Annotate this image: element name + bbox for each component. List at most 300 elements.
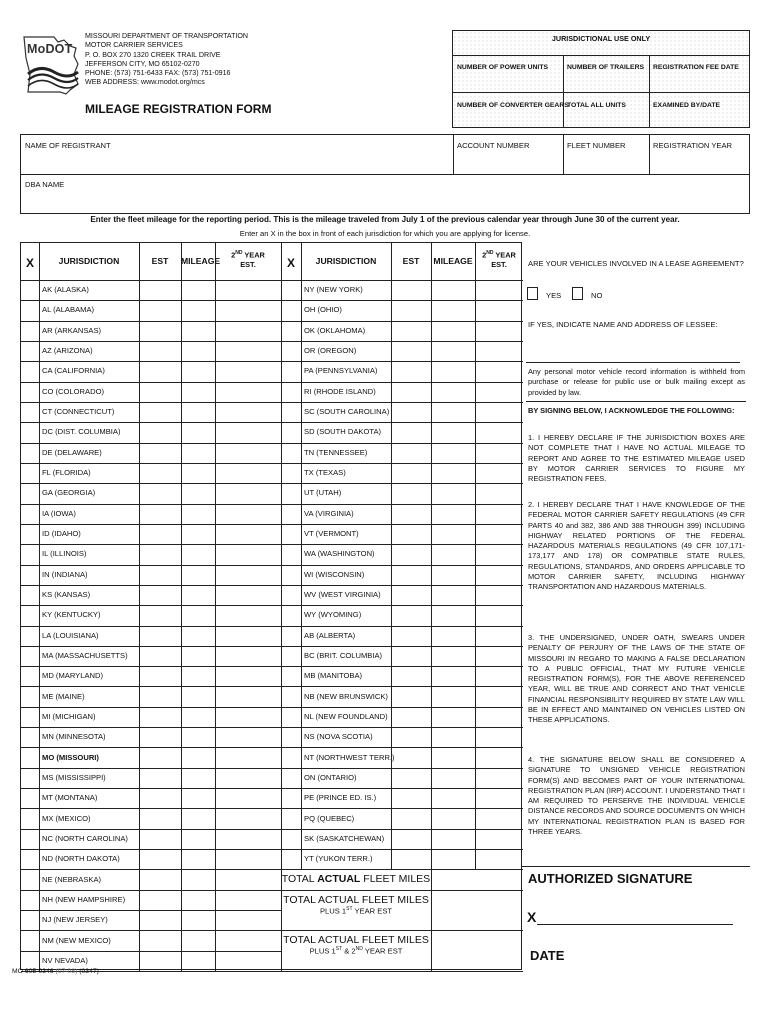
est-field[interactable] [140,708,180,726]
jurisdiction-select-box[interactable] [22,627,38,645]
jurisdiction-name: NS (NOVA SCOTIA) [304,732,373,742]
mileage-field[interactable] [432,769,474,787]
second-year-est-field[interactable] [216,627,280,645]
mileage-field[interactable] [432,322,474,340]
total-sublabel-part: & 2 [342,946,356,956]
mileage-field[interactable] [182,708,214,726]
mileage-field[interactable] [182,322,214,340]
jurisdiction-select-box[interactable] [282,484,300,502]
mileage-field[interactable] [432,362,474,380]
jurisdiction-select-box[interactable] [22,667,38,685]
second-year-est-field[interactable] [216,383,280,401]
est-field[interactable] [140,383,180,401]
est-field[interactable] [140,444,180,462]
second-year-est-field[interactable] [216,728,280,746]
est-field[interactable] [140,362,180,380]
mileage-field[interactable] [432,627,474,645]
mileage-field[interactable] [182,464,214,482]
mileage-field[interactable] [432,647,474,665]
jurisdiction-select-box[interactable] [22,728,38,746]
est-field[interactable] [392,769,430,787]
est-field[interactable] [140,586,180,604]
jurisdiction-select-box[interactable] [22,748,38,766]
est-field[interactable] [140,911,180,929]
second-year-est-field[interactable] [216,952,280,970]
mileage-field[interactable] [432,748,474,766]
jurisdiction-name: AZ (ARIZONA) [42,346,93,356]
jurisdiction-name: RI (RHODE ISLAND) [304,386,376,396]
est-field[interactable] [140,830,180,848]
est-field[interactable] [392,484,430,502]
agency-line: WEB ADDRESS: www.modot.org/mcs [85,78,205,87]
second-year-est-field[interactable] [216,850,280,868]
second-year-est-field[interactable] [216,911,280,929]
est-field[interactable] [140,301,180,319]
jurisdiction-select-box[interactable] [282,850,300,868]
total-field-3[interactable] [432,931,522,970]
jurisdiction-select-box[interactable] [282,281,300,299]
mileage-field[interactable] [432,444,474,462]
mileage-field[interactable] [182,545,214,563]
mileage-field[interactable] [432,606,474,624]
est-field[interactable] [392,444,430,462]
total-label-part: ACTUAL [317,873,361,886]
second-year-est-field[interactable] [476,525,522,543]
est-field[interactable] [392,647,430,665]
lease-yes-checkbox[interactable] [527,287,538,300]
jurisdiction-select-box[interactable] [22,525,38,543]
mileage-field[interactable] [182,870,214,888]
mileage-field[interactable] [182,687,214,705]
second-year-est-field[interactable] [216,423,280,441]
second-year-est-field[interactable] [476,809,522,827]
est-field[interactable] [140,891,180,909]
jurisdiction-select-box[interactable] [22,647,38,665]
second-year-est-field[interactable] [216,322,280,340]
jurisdictional-title: JURISDICTIONAL USE ONLY [551,34,651,43]
est-field[interactable] [140,789,180,807]
total-block-2 [281,890,431,931]
jurisdiction-select-box[interactable] [282,606,300,624]
jurisdiction-select-box[interactable] [282,769,300,787]
mileage-field[interactable] [182,566,214,584]
est-field[interactable] [392,748,430,766]
jurisdiction-name: GA (GEORGIA) [42,488,96,498]
est-field[interactable] [140,748,180,766]
mileage-field[interactable] [432,708,474,726]
est-field[interactable] [392,525,430,543]
jurisdiction-select-box[interactable] [282,647,300,665]
mileage-field[interactable] [432,586,474,604]
jurisdiction-select-box[interactable] [22,545,38,563]
jurisdiction-select-box[interactable] [282,301,300,319]
second-year-est-field[interactable] [476,728,522,746]
jurisdiction-select-box[interactable] [22,566,38,584]
jurisdiction-select-box[interactable] [282,586,300,604]
est-field[interactable] [392,423,430,441]
est-field[interactable] [140,525,180,543]
mileage-field[interactable] [182,342,214,360]
second-year-est-field[interactable] [216,687,280,705]
second-year-est-field[interactable] [476,687,522,705]
jurisdiction-select-box[interactable] [282,708,300,726]
second-year-est-field[interactable] [216,362,280,380]
mileage-field[interactable] [432,301,474,319]
fleet-number-field[interactable] [564,149,648,173]
est-field[interactable] [140,545,180,563]
est-field[interactable] [392,362,430,380]
est-field[interactable] [140,728,180,746]
jurisdiction-select-box[interactable] [282,545,300,563]
jurisdiction-select-box[interactable] [282,342,300,360]
est-field[interactable] [140,403,180,421]
second-year-est-field[interactable] [476,667,522,685]
mileage-field[interactable] [182,952,214,970]
power-units-label: NUMBER OF POWER UNITS [457,64,549,71]
second-year-est-field[interactable] [216,301,280,319]
est-field[interactable] [140,809,180,827]
mileage-field[interactable] [182,586,214,604]
second-year-est-field[interactable] [216,830,280,848]
mileage-field[interactable] [182,891,214,909]
jurisdiction-name: AR (ARKANSAS) [42,325,102,335]
jurisdiction-select-box[interactable] [22,789,38,807]
est-field[interactable] [140,484,180,502]
mileage-field[interactable] [432,789,474,807]
name-of-registrant-label: NAME OF REGISTRANT [25,141,111,150]
dba-name-field[interactable] [21,189,749,213]
jurisdiction-select-box[interactable] [22,769,38,787]
mileage-field[interactable] [182,911,214,929]
jurisdiction-select-box[interactable] [22,606,38,624]
est-field[interactable] [392,505,430,523]
signature-field[interactable] [537,904,733,924]
second-year-est-field[interactable] [216,647,280,665]
jurisdiction-name: MT (MONTANA) [42,793,98,803]
est-field[interactable] [140,952,180,970]
est-field[interactable] [140,566,180,584]
mileage-field[interactable] [182,769,214,787]
mileage-field[interactable] [182,403,214,421]
est-field[interactable] [392,728,430,746]
jurisdiction-name: AB (ALBERTA) [304,630,356,640]
est-field[interactable] [392,606,430,624]
est-field[interactable] [140,850,180,868]
total-label [281,934,431,946]
agency-line: MOTOR CARRIER SERVICES [85,41,183,50]
est-field[interactable] [392,667,430,685]
mileage-field[interactable] [182,789,214,807]
jurisdiction-select-box[interactable] [282,525,300,543]
mileage-field[interactable] [432,281,474,299]
mileage-field[interactable] [432,850,474,868]
mileage-field[interactable] [182,830,214,848]
jurisdiction-select-box[interactable] [282,505,300,523]
second-year-est-field[interactable] [216,809,280,827]
jurisdiction-select-box[interactable] [22,850,38,868]
lessee-label: IF YES, INDICATE NAME AND ADDRESS OF LESSEE: [528,320,718,329]
jurisdiction-select-box[interactable] [282,728,300,746]
est-field[interactable] [392,545,430,563]
second-year-est-field[interactable] [216,870,280,888]
jurisdiction-select-box[interactable] [22,911,38,929]
mileage-field[interactable] [182,667,214,685]
jurisdiction-select-box[interactable] [282,322,300,340]
mileage-field[interactable] [432,484,474,502]
mileage-field[interactable] [432,423,474,441]
est-field[interactable] [140,423,180,441]
second-year-est-field[interactable] [476,545,522,563]
est-field[interactable] [140,647,180,665]
est-field[interactable] [140,342,180,360]
second-year-est-field[interactable] [476,566,522,584]
jurisdiction-select-box[interactable] [282,423,300,441]
mileage-field[interactable] [182,484,214,502]
jurisdiction-select-box[interactable] [282,748,300,766]
second-year-est-field[interactable] [476,830,522,848]
second-year-est-field[interactable] [216,769,280,787]
mileage-field[interactable] [182,748,214,766]
second-year-est-field[interactable] [476,322,522,340]
mileage-field[interactable] [432,667,474,685]
jurisdiction-name: NJ (NEW JERSEY) [42,915,108,925]
jurisdiction-select-box[interactable] [22,423,38,441]
second-year-est-field[interactable] [476,301,522,319]
est-field[interactable] [140,667,180,685]
second-year-est-field[interactable] [216,545,280,563]
x-column-header-left: X [25,256,34,270]
jurisdiction-name: NE (NEBRASKA) [42,874,102,884]
mileage-field[interactable] [182,525,214,543]
second-year-est-field[interactable] [216,891,280,909]
jurisdiction-select-box[interactable] [282,403,300,421]
mileage-field[interactable] [432,383,474,401]
jurisdiction-select-box[interactable] [22,362,38,380]
est-field[interactable] [392,708,430,726]
jurisdiction-select-box[interactable] [282,362,300,380]
second-year-est-field[interactable] [216,931,280,949]
second-year-est-field[interactable] [476,403,522,421]
jurisdiction-select-box[interactable] [22,281,38,299]
mileage-field[interactable] [182,627,214,645]
est-field[interactable] [140,281,180,299]
jurisdiction-select-box[interactable] [22,891,38,909]
jurisdiction-select-box[interactable] [22,464,38,482]
mileage-field[interactable] [182,281,214,299]
second-year-est-field[interactable] [476,444,522,462]
second-year-est-field[interactable] [476,769,522,787]
mileage-field[interactable] [432,342,474,360]
mileage-field[interactable] [182,423,214,441]
logo-text: MoDOT [27,42,73,56]
second-year-est-field[interactable] [216,667,280,685]
jurisdiction-select-box[interactable] [282,789,300,807]
est-field[interactable] [392,850,430,868]
est-field[interactable] [392,830,430,848]
mileage-field[interactable] [182,301,214,319]
mileage-field[interactable] [432,505,474,523]
declaration-1: 1. I HEREBY DECLARE IF THE JURISDICTION BOXES ARE NOT COMPLETE THAT I HAVE NO ACTUAL MILEAGE TO REPORT AND AGREE TO THE ESTIMATED MILEAGE USED BY MOTOR CARRIER SERVICES TO FIGURE MY REGISTRATION FEES. [528,433,745,484]
jurisdiction-select-box[interactable] [22,342,38,360]
dba-name-label: DBA NAME [25,180,65,189]
jurisdiction-name: NB (NEW BRUNSWICK) [304,691,388,701]
mileage-field[interactable] [182,809,214,827]
jurisdiction-select-box[interactable] [282,566,300,584]
jurisdiction-select-box[interactable] [22,809,38,827]
mileage-field[interactable] [432,809,474,827]
est-field[interactable] [392,301,430,319]
jurisdiction-select-box[interactable] [282,444,300,462]
agency-line: P. O. BOX 270 1320 CREEK TRAIL DRIVE [85,50,221,59]
second-year-est-field[interactable] [216,444,280,462]
second-year-est-field[interactable] [216,484,280,502]
est-field[interactable] [392,383,430,401]
est-field[interactable] [392,322,430,340]
est-field[interactable] [392,789,430,807]
lease-no-checkbox[interactable] [572,287,583,300]
jurisdiction-select-box[interactable] [282,464,300,482]
account-number-field[interactable] [454,149,562,173]
second-year-est-field[interactable] [476,505,522,523]
jurisdiction-select-box[interactable] [22,403,38,421]
second-year-est-field[interactable] [216,281,280,299]
jurisdiction-select-box[interactable] [22,505,38,523]
registrant-name-field[interactable] [21,149,453,173]
jurisdiction-select-box[interactable] [22,586,38,604]
mileage-field[interactable] [432,464,474,482]
mileage-field[interactable] [432,687,474,705]
second-year-est-field[interactable] [476,281,522,299]
second-year-est-field[interactable] [216,748,280,766]
date-field[interactable] [570,946,740,964]
second-year-est-field[interactable] [216,789,280,807]
est-field[interactable] [140,931,180,949]
est-field[interactable] [392,586,430,604]
est-field[interactable] [140,627,180,645]
jurisdiction-select-box[interactable] [22,301,38,319]
mileage-field[interactable] [182,850,214,868]
second-year-est-field[interactable] [476,708,522,726]
jurisdiction-select-box[interactable] [22,484,38,502]
second-year-est-field[interactable] [216,708,280,726]
est-field[interactable] [392,342,430,360]
second-year-est-field[interactable] [476,789,522,807]
second-year-est-field[interactable] [476,464,522,482]
jurisdiction-select-box[interactable] [22,830,38,848]
jurisdiction-select-box[interactable] [22,870,38,888]
jurisdiction-name: DE (DELAWARE) [42,447,102,457]
mileage-field[interactable] [432,525,474,543]
second-year-est-field[interactable] [216,566,280,584]
jurisdiction-select-box[interactable] [22,444,38,462]
est-field[interactable] [140,322,180,340]
est-field[interactable] [392,627,430,645]
est-field[interactable] [140,687,180,705]
mileage-field[interactable] [432,566,474,584]
est-field[interactable] [140,505,180,523]
second-year-est-field[interactable] [476,647,522,665]
second-year-est-field[interactable] [476,342,522,360]
registration-year-field[interactable] [650,149,750,173]
jurisdiction-select-box[interactable] [22,708,38,726]
est-field[interactable] [140,606,180,624]
second-year-est-field[interactable] [216,606,280,624]
mileage-field[interactable] [432,403,474,421]
second-year-est-field[interactable] [216,505,280,523]
mileage-field[interactable] [432,830,474,848]
jurisdiction-select-box[interactable] [282,667,300,685]
total-field-1[interactable] [432,870,522,888]
second-year-est-field[interactable] [476,423,522,441]
lease-no-label: NO [591,291,603,300]
second-year-est-field[interactable] [216,403,280,421]
est-field[interactable] [392,687,430,705]
second-year-est-field[interactable] [216,342,280,360]
mileage-field[interactable] [182,505,214,523]
mileage-field[interactable] [432,545,474,563]
mileage-field[interactable] [182,647,214,665]
lessee-field[interactable] [526,332,746,360]
jurisdiction-select-box[interactable] [22,322,38,340]
second-year-est-field[interactable] [476,586,522,604]
second-year-est-field[interactable] [476,484,522,502]
second-year-est-field[interactable] [476,383,522,401]
second-year-suffix: ND [235,250,243,256]
mileage-field[interactable] [182,444,214,462]
est-field[interactable] [392,464,430,482]
est-field[interactable] [140,464,180,482]
jurisdiction-select-box[interactable] [282,830,300,848]
jurisdiction-select-box[interactable] [22,687,38,705]
est-field[interactable] [392,281,430,299]
jurisdiction-name: WI (WISCONSIN) [304,569,365,579]
jurisdiction-name: PE (PRINCE ED. IS.) [304,793,377,803]
second-year-est-field[interactable] [476,850,522,868]
jurisdiction-select-box[interactable] [22,931,38,949]
second-year-est-field[interactable] [476,748,522,766]
second-year-est-field[interactable] [216,464,280,482]
jurisdiction-select-box[interactable] [282,687,300,705]
mileage-field[interactable] [182,606,214,624]
mileage-field[interactable] [432,728,474,746]
est-field[interactable] [392,403,430,421]
second-year-est-field[interactable] [216,586,280,604]
mileage-field[interactable] [182,383,214,401]
jurisdiction-select-box[interactable] [22,383,38,401]
est-field[interactable] [140,769,180,787]
jurisdiction-select-box[interactable] [282,809,300,827]
form-code: (0347) [79,968,99,975]
jurisdiction-name: MS (MISSISSIPPI) [42,772,106,782]
total-sublabel-part: ST [346,905,353,912]
jurisdiction-select-box[interactable] [282,383,300,401]
mileage-field[interactable] [182,728,214,746]
jurisdiction-name: PA (PENNSYLVANIA) [304,366,378,376]
date-label: DATE [530,948,565,963]
second-year-est-field[interactable] [476,362,522,380]
second-year-est-field[interactable] [476,606,522,624]
est-field[interactable] [140,870,180,888]
est-field[interactable] [392,566,430,584]
mileage-field[interactable] [182,931,214,949]
est-field[interactable] [392,809,430,827]
second-year-est-field[interactable] [216,525,280,543]
jurisdiction-select-box[interactable] [282,627,300,645]
second-year-est-field[interactable] [476,627,522,645]
total-field-2[interactable] [432,891,522,930]
mileage-field[interactable] [182,362,214,380]
total-block-1 [281,869,431,889]
